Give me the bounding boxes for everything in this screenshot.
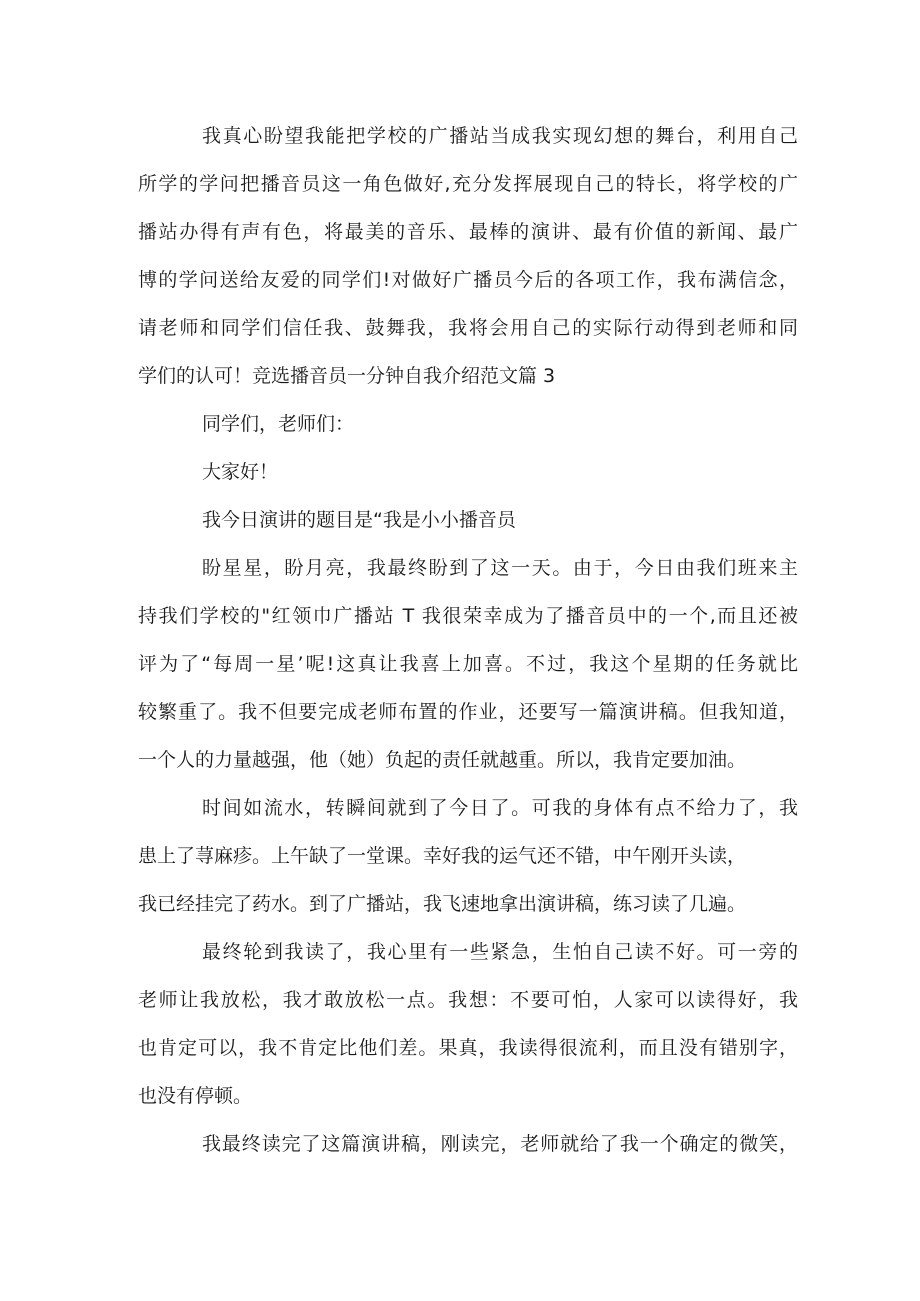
text-line: 我已经挂完了药水。到了广播站，我飞速地拿出演讲稿，练习读了几遍。 [138, 893, 747, 915]
text-line: 播站办得有声有色，将最美的音乐、最棒的演讲、最有价值的新闻、最广 [138, 221, 798, 243]
text-line: 持我们学校的"红领巾广播站 T 我很荣幸成为了播音员中的一个,而且还被 [138, 605, 798, 627]
text-line: 我真心盼望我能把学校的广播站当成我实现幻想的舞台，利用自己 [202, 125, 798, 147]
document-body [138, 112, 798, 1168]
text-line: 评为了“每周一星’呢!这真让我喜上加喜。不过，我这个星期的任务就比 [138, 653, 798, 675]
text-line: 患上了荨麻疹。上午缺了一堂课。幸好我的运气还不错，中午刚开头读， [138, 845, 747, 867]
text-line: 盼星星，盼月亮，我最终盼到了这一天。由于，今日由我们班来主 [202, 557, 798, 579]
text-line: 我最终读完了这篇演讲稿，刚读完，老师就给了我一个确定的微笑， [202, 1133, 798, 1155]
text-line: 也没有停顿。 [138, 1085, 253, 1107]
text-line: 请老师和同学们信任我、鼓舞我，我将会用自己的实际行动得到老师和同 [138, 317, 798, 339]
text-line: 我今日演讲的题目是“我是小小播音员 [202, 509, 516, 531]
text-line: 博的学问送给友爱的同学们!对做好广播员今后的各项工作，我布满信念， [138, 269, 798, 291]
text-line: 也肯定可以，我不肯定比他们差。果真，我读得很流利，而且没有错别字， [138, 1037, 798, 1059]
text-line: 大家好！ [202, 461, 279, 483]
text-line: 所学的学问把播音员这一角色做好,充分发挥展现自己的特长，将学校的广 [138, 173, 798, 195]
text-line: 同学们，老师们： [202, 413, 355, 435]
text-line: 一个人的力量越强，他（她）负起的责任就越重。所以，我肯定要加油。 [138, 749, 747, 771]
text-line: 较繁重了。我不但要完成老师布置的作业，还要写一篇演讲稿。但我知道， [138, 701, 798, 723]
text-line: 最终轮到我读了，我心里有一些紧急，生怕自己读不好。可一旁的 [202, 941, 798, 963]
text-line: 老师让我放松，我才敢放松一点。我想：不要可怕，人家可以读得好，我 [138, 989, 798, 1011]
text-line: 学们的认可！竞选播音员一分钟自我介绍范文篇 3 [138, 365, 556, 387]
text-line: 时间如流水，转瞬间就到了今日了。可我的身体有点不给力了，我 [202, 797, 798, 819]
